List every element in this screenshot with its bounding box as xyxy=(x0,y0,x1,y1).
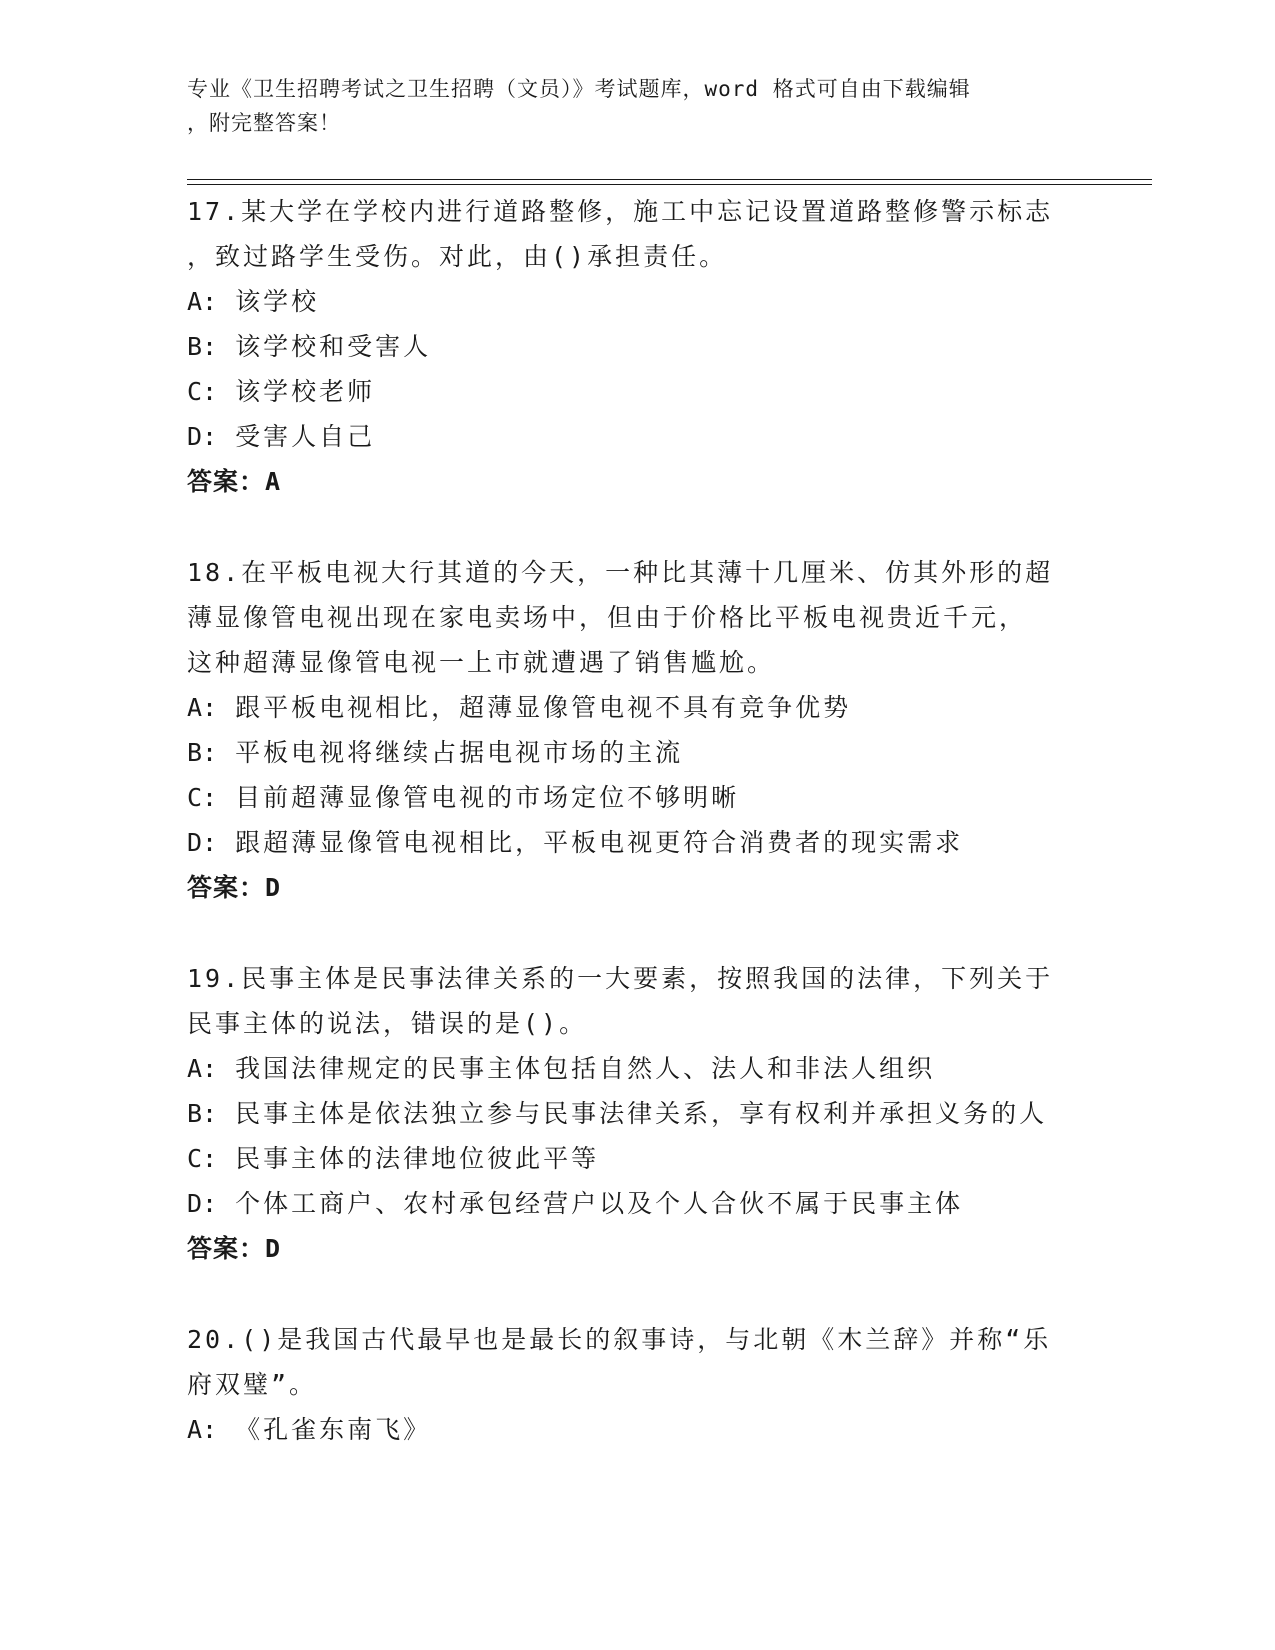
answer-line xyxy=(187,865,1087,910)
question-number: 17. xyxy=(187,197,242,226)
answer-value: D xyxy=(265,1234,282,1263)
stem-line: ()是我国古代最早也是最长的叙事诗，与北朝《木兰辞》并称“乐 xyxy=(241,1325,1052,1354)
option-c xyxy=(187,369,1087,414)
stem-line: 这种超薄显像管电视一上市就遭遇了销售尴尬。 xyxy=(187,648,776,677)
option-key: D: xyxy=(187,1189,218,1218)
option-a xyxy=(187,1407,1087,1452)
option-text: 民事主体的法律地位彼此平等 xyxy=(235,1144,600,1173)
question-19 xyxy=(187,956,1087,1271)
option-text: 受害人自己 xyxy=(235,422,376,451)
option-b xyxy=(187,1091,1087,1136)
question-17 xyxy=(187,189,1087,504)
question-number: 18. xyxy=(187,558,242,587)
option-b xyxy=(187,730,1087,775)
option-text: 该学校 xyxy=(235,287,320,316)
option-a xyxy=(187,1046,1087,1091)
option-key: B: xyxy=(187,332,218,361)
header-divider-top xyxy=(187,179,1152,180)
option-text: 该学校老师 xyxy=(235,377,376,406)
answer-label: 答案： xyxy=(187,467,266,496)
option-key: A: xyxy=(187,693,218,722)
option-text: 我国法律规定的民事主体包括自然人、法人和非法人组织 xyxy=(235,1054,936,1083)
answer-line xyxy=(187,1226,1087,1271)
option-b xyxy=(187,324,1087,369)
header-divider-bottom xyxy=(187,184,1152,185)
question-number: 19. xyxy=(187,964,242,993)
option-text: 跟超薄显像管电视相比，平板电视更符合消费者的现实需求 xyxy=(235,828,964,857)
document-header xyxy=(187,72,1067,140)
option-key: D: xyxy=(187,828,218,857)
option-text: 跟平板电视相比，超薄显像管电视不具有竞争优势 xyxy=(235,693,852,722)
stem-line: ，致过路学生受伤。对此，由()承担责任。 xyxy=(187,242,728,271)
option-key: A: xyxy=(187,287,218,316)
answer-value: A xyxy=(265,467,282,496)
stem-line: 民事主体的说法，错误的是()。 xyxy=(187,1009,588,1038)
option-c xyxy=(187,1136,1087,1181)
option-d xyxy=(187,414,1087,459)
answer-value: D xyxy=(265,873,282,902)
option-key: D: xyxy=(187,422,218,451)
stem-line: 府双璧”。 xyxy=(187,1370,318,1399)
stem-line: 在平板电视大行其道的今天，一种比其薄十几厘米、仿其外形的超 xyxy=(241,558,1054,587)
option-d xyxy=(187,820,1087,865)
header-line-2: ，附完整答案！ xyxy=(187,111,341,135)
answer-label: 答案： xyxy=(187,873,266,902)
question-stem xyxy=(187,956,1087,1001)
question-18 xyxy=(187,550,1087,910)
option-text: 该学校和受害人 xyxy=(235,332,432,361)
option-key: C: xyxy=(187,1144,218,1173)
option-text: 个体工商户、农村承包经营户以及个人合伙不属于民事主体 xyxy=(235,1189,964,1218)
question-list xyxy=(187,189,1087,1452)
option-text: 《孔雀东南飞》 xyxy=(235,1415,432,1444)
option-key: B: xyxy=(187,738,218,767)
option-d xyxy=(187,1181,1087,1226)
question-stem xyxy=(187,1317,1087,1362)
option-text: 目前超薄显像管电视的市场定位不够明晰 xyxy=(235,783,740,812)
option-a xyxy=(187,685,1087,730)
question-20 xyxy=(187,1317,1087,1452)
option-key: C: xyxy=(187,783,218,812)
question-number: 20. xyxy=(187,1325,242,1354)
question-stem xyxy=(187,550,1087,595)
option-c xyxy=(187,775,1087,820)
option-text: 民事主体是依法独立参与民事法律关系，享有权利并承担义务的人 xyxy=(235,1099,1048,1128)
question-stem xyxy=(187,189,1087,234)
option-a xyxy=(187,279,1087,324)
option-key: B: xyxy=(187,1099,218,1128)
stem-line: 薄显像管电视出现在家电卖场中，但由于价格比平板电视贵近千元， xyxy=(187,603,1028,632)
header-line-1: 专业《卫生招聘考试之卫生招聘（文员）》考试题库，word 格式可自由下载编辑 xyxy=(187,77,971,101)
stem-line: 民事主体是民事法律关系的一大要素，按照我国的法律，下列关于 xyxy=(241,964,1054,993)
answer-line xyxy=(187,459,1087,504)
option-key: A: xyxy=(187,1415,218,1444)
stem-line: 某大学在学校内进行道路整修，施工中忘记设置道路整修警示标志 xyxy=(241,197,1054,226)
option-key: A: xyxy=(187,1054,218,1083)
answer-label: 答案： xyxy=(187,1234,266,1263)
option-text: 平板电视将继续占据电视市场的主流 xyxy=(235,738,684,767)
option-key: C: xyxy=(187,377,218,406)
